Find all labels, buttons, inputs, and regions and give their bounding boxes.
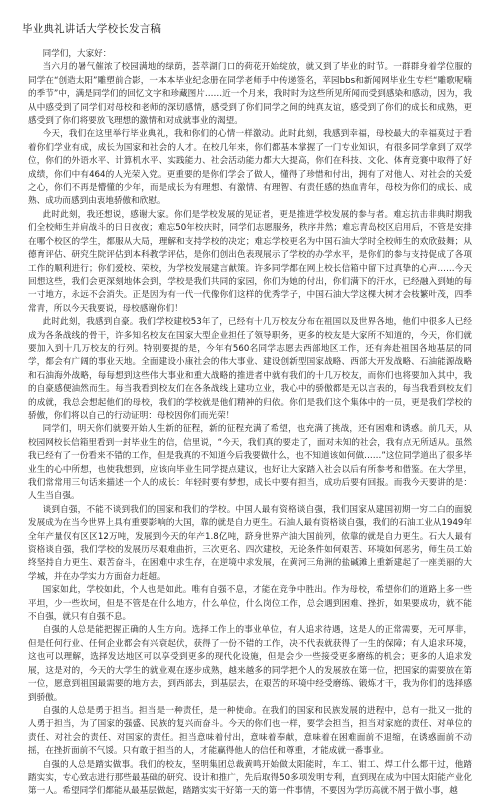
paragraph-10: 自强的人总是踏实做事。我们的校友，坚明集团总裁黄鸣开始做太阳能时，车工、钳工、焊工什么都干过，他踏踏实实，专心致志进行那些最基础的研究、设计和推广，先后取得50多项发明专利，直到现在成为中国太阳能产业化第一人。希望同学们都能从最基层做起，踏踏实实干好第一天的第一件事情，不要因为学历高就不屑于做小事，越 [28, 759, 472, 797]
paragraph-4: 此时此刻，我感到自豪。我们学校建校53年了，已经有十几万校友分布在祖国以及世界各地，他们中很多人已经成为各条战线的骨干，许多知名校友在国家大型企业担任了领导职务，更多的校友是大家所不知道的，今天，你们就要加入到十几万校友的行列。特别要提的是，今年有560名同学志愿去西部地区工作，还有奔赴祖国各地基层的同学，都会有广阔的事业天地。全面建设小康社会的伟大事业、建设创新型国家战略、西部大开发战略、石油能源战略和石油海外战略，每每想到这些伟大事业和重大战略的推进者中就有我们的十几万校友，而你们也将要加入其中，我的自豪感便油然而生。每当我看到校友们在各条战线上建功立业，我心中的骄傲都是无以言表的，每当我看到校友们的成就，我总会想起他们的母校，我们的学校就是他们精神的归依。你们是我们这个集体中的一员，更是我们学校的骄傲，你们将以自己的行动证明：母校因你们而光荣！ [28, 317, 472, 421]
document-title: 毕业典礼讲话大学校长发言稿 [22, 23, 162, 35]
paragraph-3: 此时此刻，我还想说，感谢大家。你们是学校发展的见证者，更是推进学校发展的参与者。难忘抗击非典时期我们全校师生并肩战斗的日日夜夜；难忘50年校庆时，同学们志愿服务，秩序井然；难忘青岛校区启用后，不管是安排在哪个校区的学生，都服从大局，理解和支持学校的决定；难忘学校更名为中国石油大学时全校师生的欢欣鼓舞；从德育评估、研究生院评估到本科教学评估，是你们创出色表现展示了学校的办学水平，是你们的参与支持促成了各项工作的顺利进行；你们爱校、荣校，为学校发展建言献策。许多同学都在网上校长信箱中留下过真挚的心声……今天回想这些，我们会更深刻地体会到，学校是我们共同的家园，你们为她的付出，你们满下的汗水，已经融入到她的每一寸地方，永远不会消失。正是因为有一代一代像你们这样的优秀学子，中国石油大学这棵大树才会枝繁叶茂，四季常青，所以今天我要说，母校感谢你们！ [28, 209, 472, 314]
paragraph-9: 自强的人总是勇于担当。担当是一种责任，是一种使命。在我们的国家和民族发展的进程中，总有一批又一批的人勇于担当，为了国家的强盛、民族的复兴而奋斗。今天的你们也一样，要学会担当，担当对家庭的责任、对单位的责任、对社会的责任、对国家的责任。担当意味着付出，意味着奉献，意味着在困难面前不退缩，在诱惑面前不动摇，在挫折面前不气馁。只有敢于担当的人，才能赢得他人的信任和尊重，才能成就一番事业。 [28, 705, 472, 757]
paragraph-6: 谈到自强，不能不谈到我们的国家和我们的学校。中国人最有资格谈自强，我们国家从建国初期一穷二白的面貌发展成为在当今世界上具有重要影响的大国，靠的就是自力更生。石油人最有资格谈自强，我们的石油工业从1949年全年产量仅有区区12万吨，发展到今天的年产1.8亿吨，跻身世界产油大国前列，依靠的就是自力更生。石大人最有资格谈自强，我们学校的发展历尽艰难曲折，三次更名、四次建校，无论条件如何艰苦、环境如何恶劣，师生员工始终坚持自力更生、艰苦奋斗，在困难中求生存，在逆境中求发展，在黄河三角洲的盐碱滩上重新建起了一座美丽的大学城，并在办学实力方面奋力赶超。 [28, 504, 472, 582]
paragraph-1: 当六月的暑气催浓了校园满地的绿荫，荟萃湖门口的荷花开始绽放，就又到了毕业的时节。一群群身着学位服的同学在“创造太阳”雕塑前合影，一本本毕业纪念册在同学老师手中传递签名，苹园bbs和新闻网毕业生专栏“雕歌呢喃的季节”中，满是同学们的回忆文字和珍藏图片……近一个月来，我时时为这些所见所闻而受到感染和感动，因为，我从中感受到了同学们对母校和老师的深切感情，感受到了你们同学之间的纯真友谊，感受到了你们的成长和成熟，更感受到了你们将要放飞理想的激情和对成就事业的渴望。 [28, 62, 472, 127]
paragraph-7: 国家如此，学校如此，个人也是如此。唯有自强不息，才能在竞争中胜出。作为母校，希望你们的道路上多一些平坦，少一些坎坷，但是不管是在什么地方，什么单位，什么岗位工作，总会遇到困难、挫折，如果要成功，就不能不自强，就只有自强不息。 [28, 585, 472, 623]
greeting: 同学们，大家好： [42, 49, 112, 59]
paragraph-2: 今天，我们在这里举行毕业典礼，我和你们的心情一样激动。此时此刻，我感到幸福，母校最大的幸福莫过于看着你们学业有成，成长为国家和社会的人才。在校几年来，你们都基本掌握了一门专业知识，有很多同学拿到了双学位，你们的外语水平、计算机水平、实践能力、社会活动能力都大大提高，你们在科技、文化、体育竞赛中取得了好成绩，你们中有464的人光荣入党。更重要的是你们学会了做人，懂得了珍惜和付出，拥有了对他人、对社会的关爱之心，你们不再是懵懂的少年，而是成长为有理想、有激情、有理智、有责任感的热血青年，母校为你们的成长、成熟、成功而感到由衷地骄傲和欣慰。 [28, 129, 472, 207]
paragraph-8: 自强的人总是能把握正确的人生方向。选择工作上的事业单位，有人追求待遇，这是人的正常需要，无可厚非，但是任何行业、任何企业都会有兴衰起伏，获得了一份不错的工作，决不代表就获得了一生的保障；有人追求环境，这也可以理解，选择发达地区可以享受到更多的现代化设施，但是会少一些接受更多磨练的机会；更多的人追求发展，这是对的，今天的大学生的就业观在逐步成熟，越来越多的同学把个人的发展放在第一位，把国家的需要放在第一位，愿意到祖国最需要的地方去，到西部去，到基层去，在艰苦的环境中经受磨练、锻炼才干，我为你们的选择感到骄傲。 [28, 625, 472, 703]
paragraph-5: 同学们，明天你们就要开始人生新的征程，新的征程充满了希望，也充满了挑战，还有困难和诱惑。前几天，从校园网校长信箱里看到一封毕业生的信，信里说，“今天，我们真的要走了，面对未知的社会，我有点无所适从。虽然我已经有了一份看来不错的工作，但是我真的不知道今后我要做什么，也不知道该如何做……”这位同学道出了很多毕业生的心中所想，也使我想到，应该向毕业生同学提点建议，也好让大家踏入社会以后有所参考和借鉴。在大学里，我们常常用三句话来描述一个人的成长：年轻时要有梦想，成长中要有担当，成功后要有回报。而我今天要讲的是：人生当自强。 [28, 424, 472, 502]
